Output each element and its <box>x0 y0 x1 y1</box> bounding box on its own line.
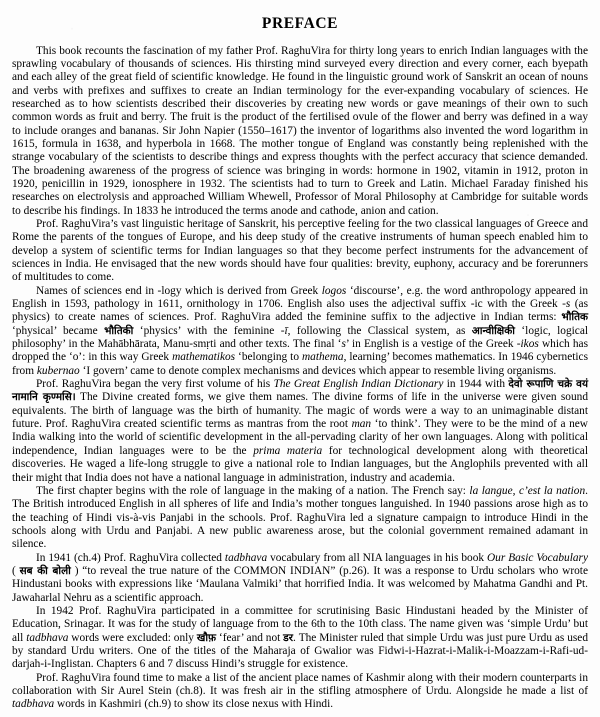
italic-text: mathema <box>301 351 344 364</box>
page-title: PREFACE <box>261 15 339 32</box>
italic-text: The Great English Indian Dictionary <box>273 378 444 391</box>
preface-body <box>12 45 588 712</box>
italic-text: prima materia <box>253 444 323 457</box>
italic-text: mathematikos <box>172 351 236 364</box>
devanagari-text: आन्वीक्षिकी <box>471 324 515 337</box>
paragraph-3: Names of sciences end in -logy which is derived from Greek logos ‘discourse’, e.g. the word anthropology appeared in English in 1593, pathology in 1611, ornithology in 1706. English also uses the adjectival suffix -ic with the Greek -s (as physics) to create names of sciences. Prof. RaghuVira added the feminine suffix to the adjective in Indian terms: भौतिक ‘physical’ became भौतिकी ‘physics’ with the feminine -ī, following the Classical system, as आन्वीक्षिकी ‘logic, logical philosophy’ in the Mahābhārata, Manu-smṛti and other texts. The final ‘s’ in English is a vestige of the Greek -ikos which has dropped the ‘o’: in this way Greek mathematikos ‘belonging to mathema, learning’ becomes mathematics. In 1946 cybernetics from kubernao ‘I govern’ came to denote complex mechanisms and devices which appear to resemble living organisms. <box>12 284 589 377</box>
italic-text: kubernao <box>36 364 80 377</box>
paragraph-5: The first chapter begins with the role of language in the making of a nation. The French say: la langue, c’est la nation. The British introduced English in all spheres of life and India’s mother tongues languished. In 1940 passions arose high as to the teaching of Hindi vis-à-vis Panjabi in the schools. Prof. RaghuVira led a signature campaign to introduce Hindi in the schools along with Urdu and Panjabi. A new public awareness arose, but the colonial government remained adamant in silence. <box>12 484 588 551</box>
italic-text: -ikos <box>516 338 539 351</box>
italic-text: tadbhava <box>224 551 268 564</box>
devanagari-text: भौतिक <box>561 311 588 324</box>
devanagari-text: खौफ़ <box>196 631 217 644</box>
italic-text: tadbhava <box>26 631 69 644</box>
italic-text: s <box>341 338 346 351</box>
italic-text: la langue, c’est la nation <box>469 484 586 497</box>
paragraph-8: Prof. RaghuVira found time to make a list of the ancient place names of Kashmir along with their modern counterparts in collaboration with Sir Aurel Stein (ch.8). It was fresh air in the stifling atmosphere of Urdu. Alongside he made a list of tadbhava words in Kashmiri (ch.9) to show its close nexus with Hindi. <box>12 671 588 711</box>
paragraph-1: This book recounts the fascination of my father Prof. RaghuVira for thirty long years to enrich Indian languages with the sprawling vocabulary of thousands of sciences. His thirsting mind surveyed every direction and every corner, each byepath and each alley of the great field of scientific knowledge. He found in the linguistic ground work of Sanskrit an ocean of nouns and verbs with prefixes and suffixes to create an Indian terminology for the ever-expanding vocabulary of sciences. He researched as to how scientists described their discoveries by creating new words or gave meanings of their own to such common words as fruit and berry. The fruit is the product of the fertilised ovule of the flower and berry was defined in a way to include oranges and bananas. Sir John Napier (1550–1617) the inventor of logarithms also invented the word logarithm in 1615, formula in 1638, and hyperbola in 1668. The mother tongue of England was constantly being replenished with the strange vocabulary of the scientists to describe things and express thoughts with the perfect accuracy that science demanded. The broadening awareness of the progress of science was bringing in words: hormone in 1902, vitamin in 1912, proton in 1920, penicillin in 1929, ionosphere in 1932. The scientists had to turn to Greek and Latin. Michael Faraday finished his researches on electrolysis and approached William Whewell, Professor of Moral Philosophy at Cambridge for suitable words to describe his findings. In 1833 he introduced the terms anode and cathode, anion and cation. <box>12 44 588 217</box>
italic-text: man <box>351 418 372 431</box>
italic-text: logos <box>321 284 347 297</box>
devanagari-text: भौतिकी <box>104 324 134 337</box>
italic-text: tadbhava <box>12 698 55 711</box>
devanagari-text: देवो रूपाणि चक्रे वयं नामानि कृण्मसि। <box>12 378 588 404</box>
paragraph-7: In 1942 Prof. RaghuVira participated in a committee for scrutinising Basic Hindustani headed by the Minister of Education, Srinagar. It was for the study of language from to the 6th to the 10th class. The name given was ‘simple Urdu’ but all tadbhava words were excluded: only खौफ़ ‘fear’ and not डर. The Minister ruled that simple Urdu was just pure Urdu as used by standard Urdu writers. One of the titles of the Maharaja of Gwalior was Fidwi-i-Hazrat-i-Malik-i-Moazzam-i-Rafi-ud-darjah-i-Inglistan. Chapters 6 and 7 discuss Hindi’s struggle for existence. <box>12 604 588 671</box>
italic-text: -ī <box>280 324 288 337</box>
paragraph-2: Prof. RaghuVira’s vast linguistic heritage of Sanskrit, his perceptive feeling for the two classical languages of Greece and Rome the parents of the tongues of Europe, and his deep study of the creative instruments of human speech enabled him to develop a system of scientific terms for Indian languages so that they become perfect instruments for the advancement of sciences in India. He envisaged that the new words should have four qualities: brevity, euphony, accuracy and be forerunners of multitudes to come. <box>12 217 588 284</box>
small-caps-text: COMMON INDIAN <box>233 564 331 577</box>
devanagari-text: डर <box>283 631 293 644</box>
paragraph-4: Prof. RaghuVira began the very first volume of his The Great English Indian Dictionary in 1944 with देवो रूपाणि चक्रे वयं नामानि कृण्मसि। The Divine created forms, we give them names. The divine forms of life in the universe were given sound equivalents. The birth of language was the birth of humanity. The magic of words were a way to an unimaginable distant future. Prof. RaghuVira created scientific terms as mantras from the root man ‘to think’. They were to be the mind of a new India walking into the world of scientific development in the all-pervading clarity of her own languages. Along with political independence, Indian languages were to be the prima materia for technological development along with theoretical discoveries. He waged a life-long struggle to give a national role to Indian languages, but the Anglophils prevented with all their might that India does not have a national language in administration, industry and academia. <box>12 378 588 484</box>
devanagari-text: सब की बोली <box>19 564 71 577</box>
italic-text: -s <box>562 298 571 311</box>
paragraph-6: In 1941 (ch.4) Prof. RaghuVira collected tadbhava vocabulary from all NIA languages in his book Our Basic Vocabulary ( सब की बोली ) “to reveal the true nature of the COMMON INDIAN” (p.26). It was a response to Urdu scholars who wrote Hindustani books with expressions like ‘Maulana Valmiki’ that horrified India. It was welcomed by Mahatma Gandhi and Pt. Jawaharlal Nehru as a scientific approach. <box>12 551 589 604</box>
italic-text: Our Basic Vocabulary <box>486 551 589 564</box>
